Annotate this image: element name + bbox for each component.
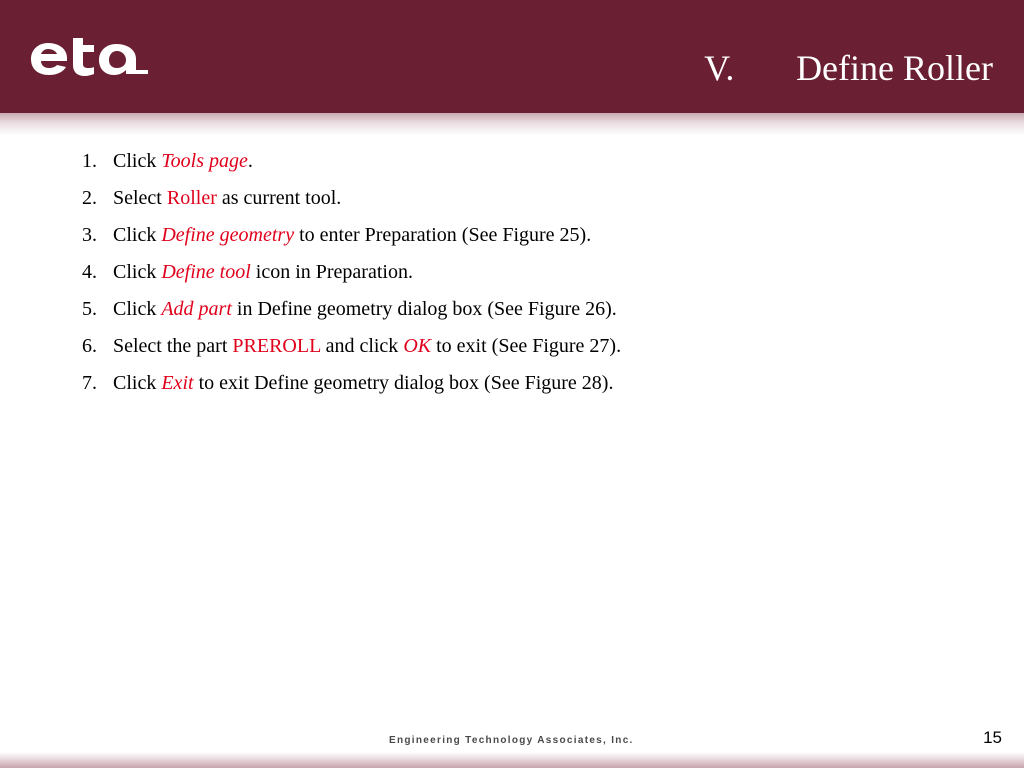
eta-logo xyxy=(30,34,148,78)
highlighted-term: Define tool xyxy=(161,261,251,283)
list-item-number: 5. xyxy=(82,298,97,320)
footer-band xyxy=(0,752,1024,768)
list-item-number: 2. xyxy=(82,187,97,209)
list-item-text-part: Click xyxy=(113,261,162,283)
list-item xyxy=(82,297,962,334)
list-item-text-part: icon in Preparation. xyxy=(250,261,413,283)
slide-title xyxy=(704,48,993,88)
eta-logo-mark xyxy=(30,34,148,78)
list-item-text xyxy=(113,223,591,260)
footer-company: Engineering Technology Associates, Inc. xyxy=(389,735,634,746)
list-item-number: 6. xyxy=(82,335,97,357)
list-item-number: 3. xyxy=(82,224,97,246)
list-item xyxy=(82,260,962,297)
highlighted-term: Tools page xyxy=(161,150,248,172)
list-item-text-part: Click xyxy=(113,372,162,394)
slide-title-text: Define Roller xyxy=(796,48,993,88)
highlighted-term: Define geometry xyxy=(161,224,295,246)
highlighted-term: Exit xyxy=(161,372,194,394)
list-item-text-part: to enter Preparation (See Figure 25). xyxy=(294,224,592,246)
list-item-text xyxy=(113,334,621,371)
list-item-text-part: Select xyxy=(113,187,167,209)
list-item xyxy=(82,371,962,408)
highlighted-term: Roller xyxy=(166,187,217,209)
list-item-number: 7. xyxy=(82,372,97,394)
list-item-text-part: Click xyxy=(113,150,162,172)
slide-title-number: V. xyxy=(704,48,735,88)
list-item-text xyxy=(113,297,617,334)
list-item xyxy=(82,149,962,186)
list-item-text-part: as current tool. xyxy=(216,187,342,209)
list-item xyxy=(82,223,962,260)
page-number: 15 xyxy=(983,728,1002,747)
list-item-text-part: to exit (See Figure 27). xyxy=(431,335,622,357)
list-item-text-part: Select the part xyxy=(113,335,233,357)
list-item xyxy=(82,186,962,223)
highlighted-term: Add part xyxy=(161,298,232,320)
list-item-text xyxy=(113,186,341,223)
list-item-text-part: and click xyxy=(320,335,404,357)
list-item xyxy=(82,334,962,371)
header-gradient xyxy=(0,113,1024,135)
header-bar xyxy=(0,0,1024,113)
list-item-number: 4. xyxy=(82,261,97,283)
list-item-number: 1. xyxy=(82,150,97,172)
list-item-text-part: . xyxy=(247,150,253,172)
list-item-text xyxy=(113,371,613,408)
list-item-text xyxy=(113,260,413,297)
steps-list xyxy=(82,149,962,408)
list-item-text-part: in Define geometry dialog box (See Figure 26). xyxy=(231,298,617,320)
highlighted-term: OK xyxy=(403,335,432,357)
list-item-text-part: to exit Define geometry dialog box (See Figure 28). xyxy=(193,372,614,394)
list-item-text xyxy=(113,149,253,186)
highlighted-term: PREROLL xyxy=(232,335,321,357)
list-item-text-part: Click xyxy=(113,224,162,246)
list-item-text-part: Click xyxy=(113,298,162,320)
